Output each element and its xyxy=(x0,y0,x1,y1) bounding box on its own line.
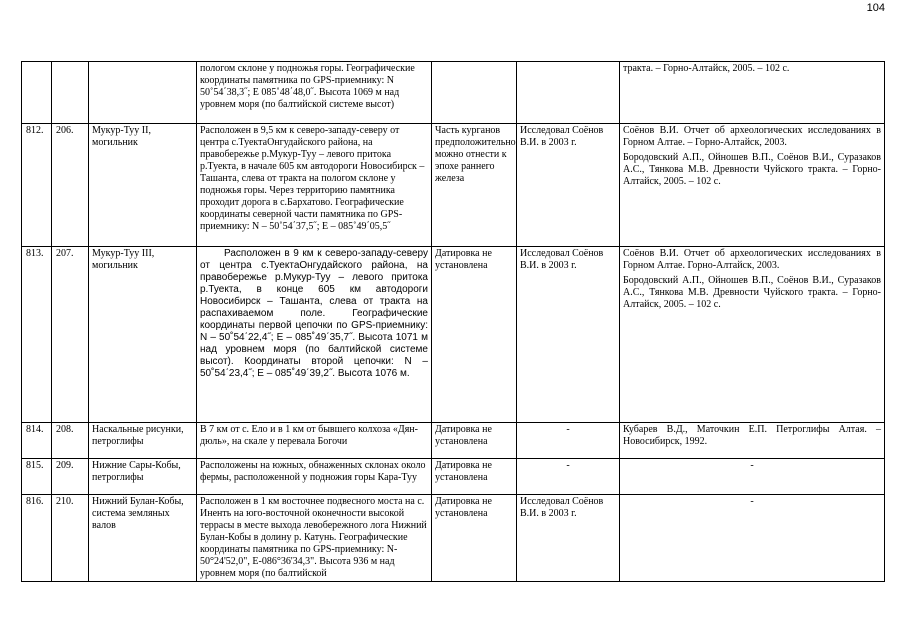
page-number: 104 xyxy=(866,2,885,14)
location-description-cell: Расположен в 9 км к северо-западу-северу от центра с.ТуектаОнгудайского района, на правобережье р.Мукур-Туу – левого притока р.Туекта, в конце 605 км автодороги Новосибирск – Ташанта, слева от тракта на распахиваемом поле. Географические координаты первой цепочки по GPS-приемнику: N – 50˚54΄22,4˝; E – 085˚49΄35,7˝. Высота 1071 м над уровнем моря (по балтийской системе высот). Координаты второй цепочки: N – 50˚54΄23,4˝; E – 085˚49΄39,2˝. Высота 1076 м. xyxy=(197,247,432,423)
row-number-cell: 814. xyxy=(22,423,52,459)
literature-cell xyxy=(620,459,885,495)
monument-id-cell xyxy=(52,62,89,124)
monument-id-cell: 210. xyxy=(52,495,89,582)
monument-name-cell: Нижние Сары-Кобы, петроглифы xyxy=(89,459,197,495)
research-cell: - xyxy=(517,459,620,495)
monument-name-cell: Мукур-Туу II, могильник xyxy=(89,124,197,247)
monument-name-cell: Наскальные рисунки, петроглифы xyxy=(89,423,197,459)
monument-id-cell: 206. xyxy=(52,124,89,247)
row-number-cell: 812. xyxy=(22,124,52,247)
dating-cell: Датировка не установлена xyxy=(432,495,517,582)
monument-name-cell: Нижний Булан-Кобы, система земляных валов xyxy=(89,495,197,582)
monument-id-cell: 208. xyxy=(52,423,89,459)
research-cell: Исследовал Соёнов В.И. в 2003 г. xyxy=(517,247,620,423)
dating-cell: Датировка не установлена xyxy=(432,459,517,495)
literature-cell xyxy=(620,423,885,459)
literature-entry: Бородовский А.П., Ойношев В.П., Соёнов В.И., Суразаков А.С., Тянкова М.В. Древности Чуйского тракта. – Горно-Алтайск, 2005. – 102 с. xyxy=(623,152,881,187)
literature-entry: Бородовский А.П., Ойношев В.П., Соёнов В.И., Суразаков А.С., Тянкова М.В. Древности Чуйского тракта. – Горно-Алтайск, 2005. – 102 с. xyxy=(623,275,881,310)
location-description-cell: Расположен в 1 км восточнее подвесного моста на с. Иненть на юго-восточной оконечности высокой террасы в месте выхода левобережного лога Нижний Булан-Кобы в долину р. Катунь. Географические координаты памятника по GPS-приемнику: N-50°24'52,0", E-086°36'34,3". Высота 936 м над уровнем моря (по балтийской xyxy=(197,495,432,582)
table-row xyxy=(22,495,885,582)
table-row xyxy=(22,124,885,247)
location-description-cell: Расположены на южных, обнаженных склонах около фермы, расположенной у подножия горы Кара-Туу xyxy=(197,459,432,495)
table-row xyxy=(22,247,885,423)
literature-entry: - xyxy=(750,496,754,507)
dating-cell: Датировка не установлена xyxy=(432,247,517,423)
table-row xyxy=(22,62,885,124)
literature-entry: Кубарев В.Д., Маточкин Е.П. Петроглифы Алтая. – Новосибирск, 1992. xyxy=(623,424,881,447)
row-number-cell: 815. xyxy=(22,459,52,495)
table-row xyxy=(22,423,885,459)
research-cell xyxy=(517,62,620,124)
row-number-cell: 813. xyxy=(22,247,52,423)
monument-id-cell: 209. xyxy=(52,459,89,495)
literature-entry: Соёнов В.И. Отчет об археологических исследованиях в Горном Алтае. Горно-Алтайск, 2003. xyxy=(623,248,881,271)
dating-cell: Часть курганов предположительно можно отнести к эпохе раннего железа xyxy=(432,124,517,247)
research-cell: Исследовал Соёнов В.И. в 2003 г. xyxy=(517,495,620,582)
monument-name-cell: Мукур-Туу III, могильник xyxy=(89,247,197,423)
literature-cell xyxy=(620,62,885,124)
row-number-cell xyxy=(22,62,52,124)
research-cell: - xyxy=(517,423,620,459)
dating-cell xyxy=(432,62,517,124)
location-description-cell: В 7 км от с. Ело и в 1 км от бывшего колхоза «Дян-дюль», на скале у перевала Богочи xyxy=(197,423,432,459)
literature-entry: - xyxy=(750,460,754,471)
monuments-table xyxy=(21,61,885,582)
literature-cell xyxy=(620,124,885,247)
literature-cell xyxy=(620,247,885,423)
dating-cell: Датировка не установлена xyxy=(432,423,517,459)
research-cell: Исследовал Соёнов В.И. в 2003 г. xyxy=(517,124,620,247)
location-description-cell: Расположен в 9,5 км к северо-западу-северу от центра с.ТуектаОнгудайского района, на правобережье р.Мукур-Туу – левого притока р.Туекта, в начале 605 км автодороги Новосибирск – Ташанта, слева от тракта на пологом склоне у подножья горы. Через территорию памятника проходит дорога в с.Бархатово. Географические координаты северной части памятника по GPS-приемнику: N – 50˚54΄37,5˝; E – 085˚49΄05,5˝ xyxy=(197,124,432,247)
table-row xyxy=(22,459,885,495)
monument-id-cell: 207. xyxy=(52,247,89,423)
literature-entry: Соёнов В.И. Отчет об археологических исследованиях в Горном Алтае. – Горно-Алтайск, 2003. xyxy=(623,125,881,148)
literature-entry: тракта. – Горно-Алтайск, 2005. – 102 с. xyxy=(623,63,790,74)
monument-name-cell xyxy=(89,62,197,124)
literature-cell xyxy=(620,495,885,582)
location-description-cell: пологом склоне у подножья горы. Географические координаты памятника по GPS-приемнику: N 50˚54΄38,3˝; E 085˚48΄48,0˝. Высота 1069 м над уровнем моря (по балтийской системе высот) xyxy=(197,62,432,124)
row-number-cell: 816. xyxy=(22,495,52,582)
